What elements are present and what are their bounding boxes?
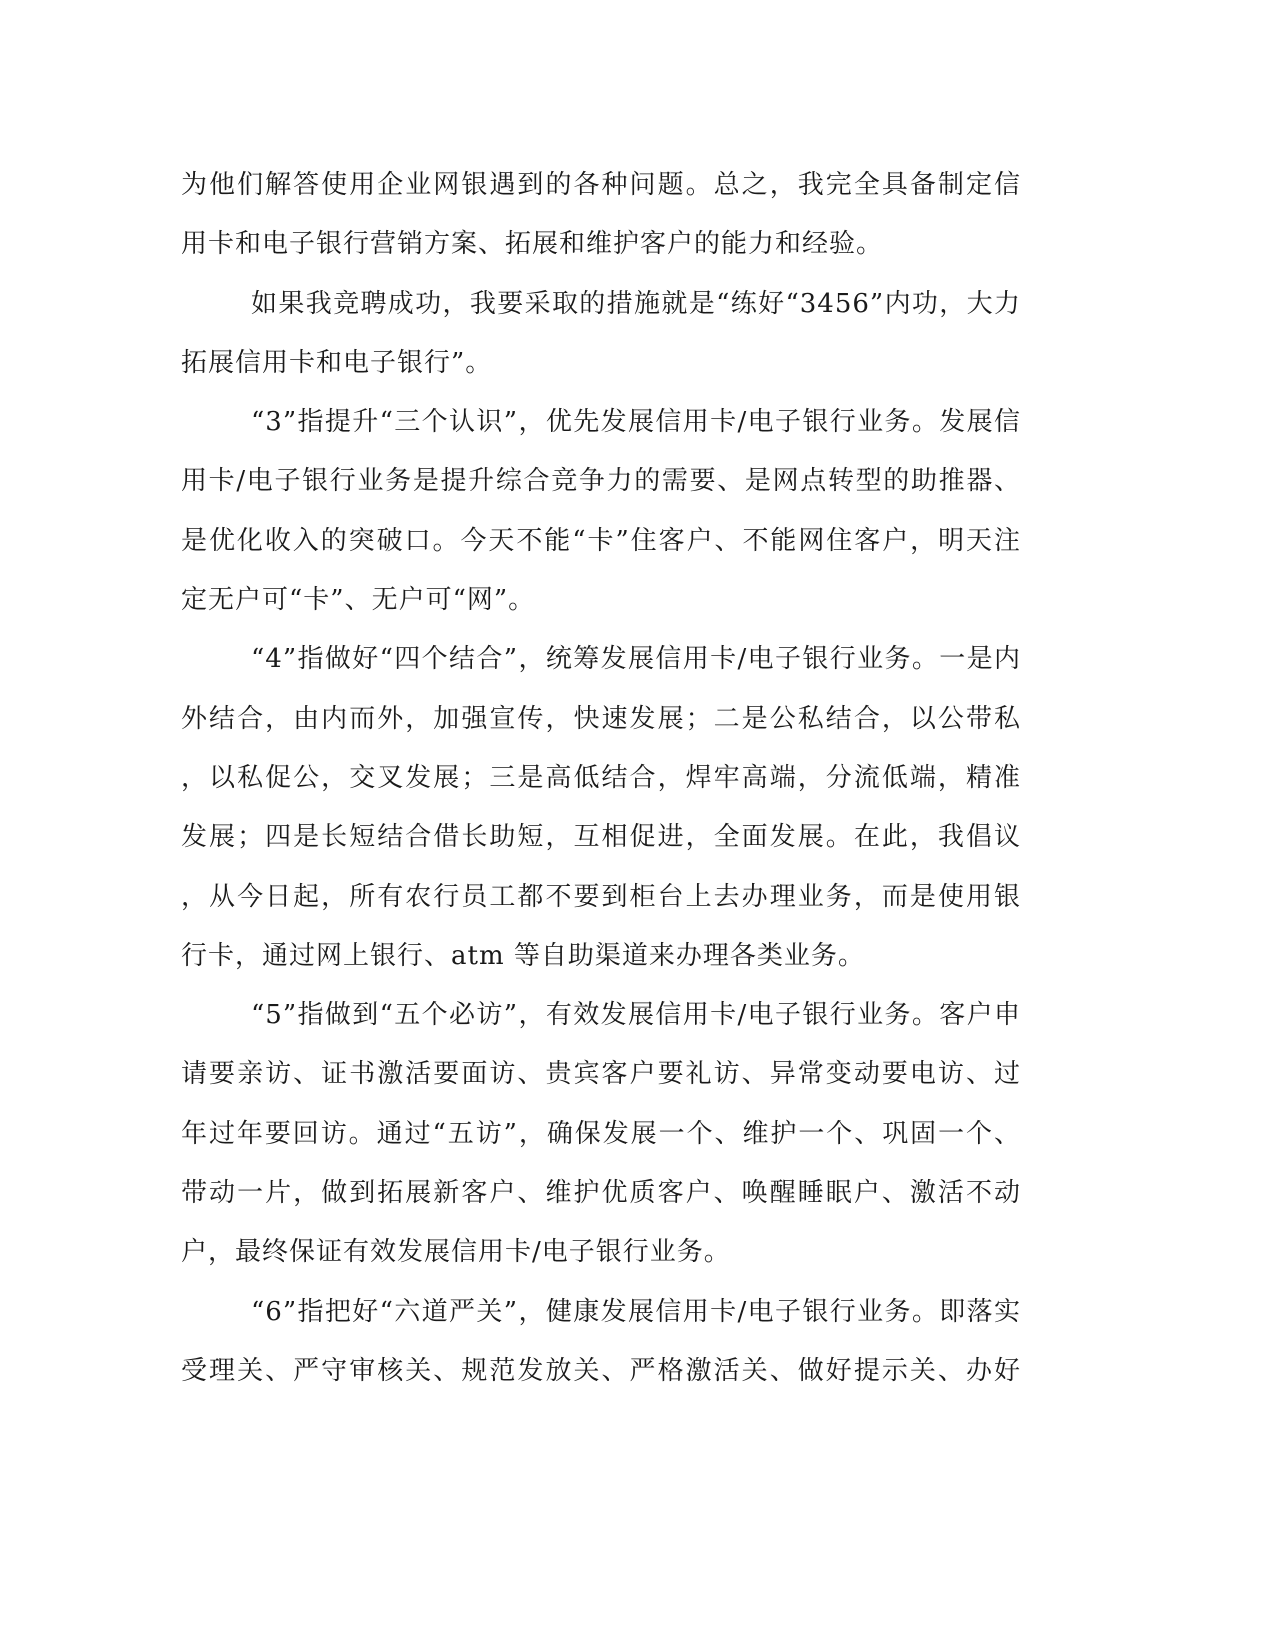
paragraph: [181, 275, 1021, 394]
document-body: [181, 156, 1021, 1401]
paragraph: [181, 630, 1021, 986]
text-line: 用卡和电子银行营销方案、拓展和维护客户的能力和经验。: [181, 229, 884, 260]
text-line: 用卡/电子银行业务是提升综合竞争力的需要、是网点转型的助推器、: [181, 466, 1021, 497]
paragraph: [181, 986, 1021, 1282]
paragraph: [181, 1283, 1021, 1402]
paragraph: [181, 393, 1021, 630]
text-line: 是优化收入的突破口。今天不能“卡”住客户、不能网住客户，明天注: [181, 525, 1021, 556]
text-line: 请要亲访、证书激活要面访、贵宾客户要礼访、异常变动要电访、过: [181, 1059, 1021, 1090]
text-line: 拓展信用卡和电子银行”。: [181, 347, 493, 378]
text-line: 定无户可“卡”、无户可“网”。: [181, 585, 536, 616]
text-line: 带动一片，做到拓展新客户、维护优质客户、唤醒睡眠户、激活不动: [181, 1178, 1021, 1209]
text-line: “6”指把好“六道严关”，健康发展信用卡/电子银行业务。即落实: [251, 1296, 1021, 1327]
text-line: 受理关、严守审核关、规范发放关、严格激活关、做好提示关、办好: [181, 1355, 1021, 1386]
text-line: 户，最终保证有效发展信用卡/电子银行业务。: [181, 1237, 731, 1268]
text-line: 行卡，通过网上银行、atm 等自助渠道来办理各类业务。: [181, 940, 865, 971]
text-line: 如果我竞聘成功，我要采取的措施就是“练好“3456”内功，大力: [251, 288, 1021, 319]
text-line: 为他们解答使用企业网银遇到的各种问题。总之，我完全具备制定信: [181, 170, 1021, 200]
text-line: “3”指提升“三个认识”，优先发展信用卡/电子银行业务。发展信: [251, 407, 1021, 438]
text-line: 年过年要回访。通过“五访”，确保发展一个、维护一个、巩固一个、: [181, 1118, 1021, 1149]
text-line: ，从今日起，所有农行员工都不要到柜台上去办理业务，而是使用银: [181, 881, 1021, 912]
text-line: “4”指做好“四个结合”，统筹发展信用卡/电子银行业务。一是内: [251, 644, 1021, 675]
text-line: 外结合，由内而外，加强宣传，快速发展；二是公私结合，以公带私: [181, 703, 1021, 734]
paragraph: [181, 156, 1021, 275]
text-line: 发展；四是长短结合借长助短，互相促进，全面发展。在此，我倡议: [181, 822, 1021, 853]
text-line: “5”指做到“五个必访”，有效发展信用卡/电子银行业务。客户申: [251, 1000, 1021, 1031]
text-line: ，以私促公，交叉发展；三是高低结合，焊牢高端，分流低端，精准: [181, 762, 1021, 793]
